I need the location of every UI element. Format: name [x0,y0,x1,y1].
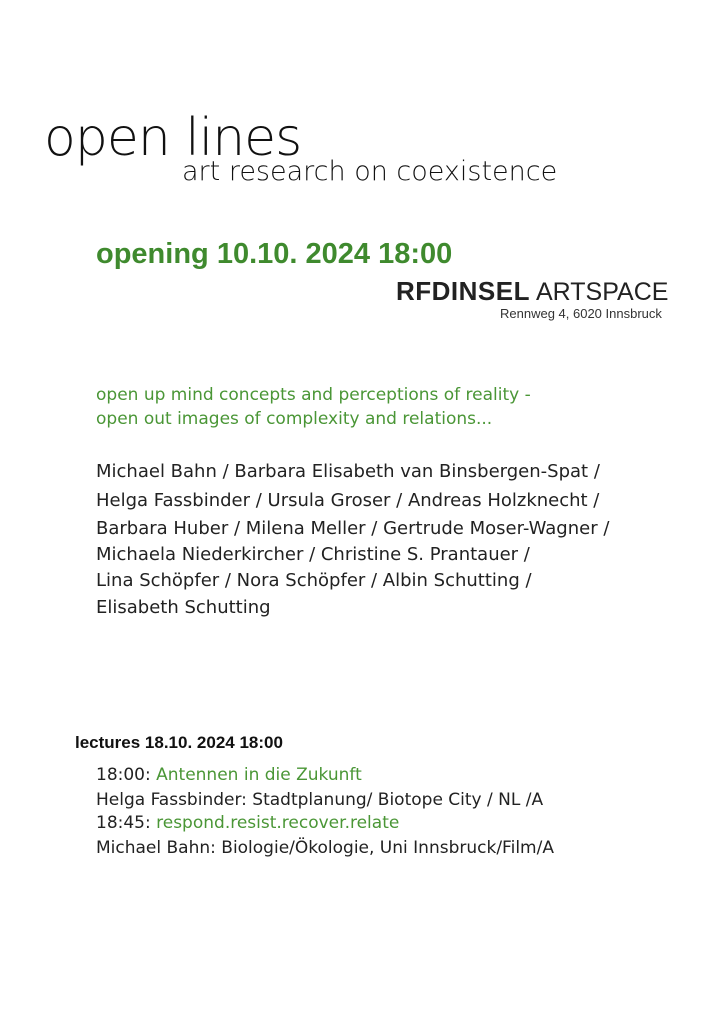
lecture-title: Antennen in die Zukunft [156,765,362,785]
tagline-line-1: open up mind concepts and perceptions of reality - [96,385,531,405]
opening-date: opening 10.10. 2024 18:00 [96,238,453,270]
artist-line: Michaela Niederkircher / Christine S. Prantauer / [96,544,530,565]
artist-line: Michael Bahn / Barbara Elisabeth van Binsbergen-Spat / [96,461,600,482]
poster-subtitle: art research on coexistence [182,156,558,187]
venue-name [396,278,668,305]
artist-line: Helga Fassbinder / Ursula Groser / Andreas Holzknecht / [96,490,600,511]
lecture-title-row [96,767,362,784]
artist-line: Elisabeth Schutting [96,597,271,618]
tagline-line-2: open out images of complexity and relations... [96,409,493,429]
lecture-title: respond.resist.recover.relate [156,813,400,833]
venue-address: Rennweg 4, 6020 Innsbruck [500,306,662,321]
lecture-speaker: Helga Fassbinder: Stadtplanung/ Biotope City / NL /A [96,790,544,810]
lecture-title-row [96,815,399,832]
poster-title: open lines [44,108,302,168]
lecture-time: 18:45: [96,813,151,833]
lecture-time: 18:00: [96,765,151,785]
lectures-heading: lectures 18.10. 2024 18:00 [75,733,283,752]
venue-name-light: ARTSPACE [536,278,669,306]
artist-line: Barbara Huber / Milena Meller / Gertrude Moser-Wagner / [96,518,610,539]
venue-name-bold: RFDINSEL [396,276,530,306]
artist-line: Lina Schöpfer / Nora Schöpfer / Albin Schutting / [96,570,532,591]
lecture-speaker: Michael Bahn: Biologie/Ökologie, Uni Innsbruck/Film/A [96,838,554,858]
